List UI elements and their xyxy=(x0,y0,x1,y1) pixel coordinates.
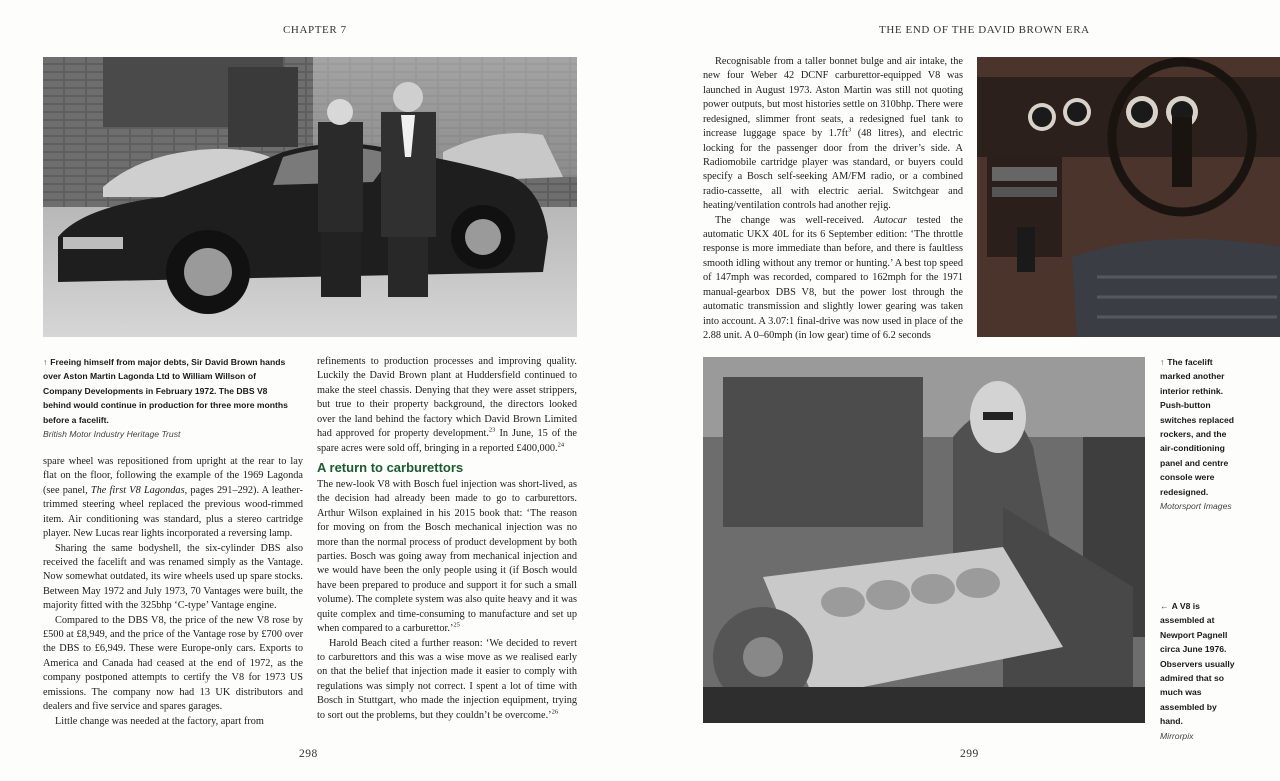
running-head-left: CHAPTER 7 xyxy=(283,24,347,36)
interior-photo xyxy=(977,57,1280,337)
photo-credit: Motorsport Images xyxy=(1160,501,1232,512)
running-head-right: THE END OF THE DAVID BROWN ERA xyxy=(879,24,1090,36)
caption-text: The facelift marked another interior rethink. Push-button switches replaced rockers, and the air-conditioning panel and centre console were redesigned. xyxy=(1160,357,1235,497)
page-number-right: 299 xyxy=(960,748,979,760)
section-heading: A return to carburettors xyxy=(317,459,464,475)
paragraph: Little change was needed at the factory, apart from xyxy=(55,715,264,727)
paragraph: spare wheel was repositioned from upright at the rear to lay flat on the floor, following the example of the 1969 Lagonda (see panel, The first V8 Lagondas, pages 291–292). A leather-trimmed steering wheel replaced the previous wood-rimmed item. Air conditioning was standard, plus a stereo cartridge player. New Lucas rear lights incorporated a reversing lamp. xyxy=(43,456,303,540)
handover-caption xyxy=(43,355,288,441)
paragraph: The new-look V8 with Bosch fuel injection was short-lived, as the decision had already been made to go to carburettors. Arthur Wilson explained in his 2015 book that: ‘The reason for moving on from the Bosch mechanical injection was no more than the normal process of product development by both parties. Bosch was going away from mechanical injection and we would have been the only people using it (if Bosch would have been prepared to produce and support it for such a small volume). The complete system was also quite heavy and it was quite complex and time-consuming to manufacture and set up when compared to a carburettor.’$^{25}$ xyxy=(317,478,577,635)
left-column-1 xyxy=(43,455,303,729)
caption-text: Freeing himself from major debts, Sir David Brown hands over Aston Martin Lagonda Ltd to William Willson of Company Developments in February 1972. The DBS V8 behind would continue in production for three more months before a facelift. xyxy=(43,357,288,425)
engine-assembly-photo xyxy=(703,357,1145,723)
up-arrow-icon: ↑ xyxy=(1160,357,1165,367)
page-number-left: 298 xyxy=(299,748,318,760)
left-column-2 xyxy=(317,355,577,723)
paragraph: Harold Beach cited a further reason: ‘We decided to revert to carburettors and this was a wise move as we realised early on that the belief that injection made it easier to comply with regulations was simply not correct. I spent a lot of time with Bosch in Stuttgart, who made the injection equipment, trying to sort out the problems, but they couldn’t be overcome.’$^{26}$ xyxy=(317,637,577,721)
paragraph: Recognisable from a taller bonnet bulge and air intake, the new four Weber 42 DCNF carburettor-equipped V8 was launched in August 1973. Aston Martin was still not quoting power outputs, but most histories settle on 310bhp. There were redesigned, slimmer front seats, a redesigned fuel tank to increase luggage space by $1.7ft^3$ (48 litres), and electric locking for the passenger door from the driver’s side. A Radiomobile cartridge player was standard, or buyers could specify a Bosch self-seeking AM/FM radio, or a combined radio-cassette, all with electric aerial. Switchgear and heating/ventilation controls had another rejig. xyxy=(703,56,963,212)
paragraph: refinements to production processes and improving quality. Luckily the David Brown plant at Huddersfield continued to make the steel chassis. Denying that they were asset strippers, but true to their property background, the directors looked over the land behind the factory which David Brown Limited had approved for property development.$^{23}$ In June, 15 of the spare acres were sold off, bringing in a reported £400,000.24 xyxy=(317,356,578,454)
up-arrow-icon: ↑ xyxy=(43,357,48,367)
paragraph: Sharing the same bodyshell, the six-cylinder DBS also received the facelift and was renamed simply as the Vantage. Now somewhat outdated, its wire wheels used up spare stocks. Between May 1972 and July 1973, 70 Vantages were built, the majority fitted with the 325bhp ‘C-type’ Vantage engine. xyxy=(43,542,303,612)
engine-caption xyxy=(1160,599,1242,743)
caption-text: A V8 is assembled at Newport Pagnell circa June 1976. Observers usually admired that so much was assembled by hand. xyxy=(1160,601,1235,727)
paragraph: The change was well-received. Autocar tested the automatic UKX 40L for its 6 September edition: ‘The throttle response is more immediate than before, and there is faultless smooth idling without any tremor or hunting.’ A best top speed of 147mph was recorded, compared to 162mph for the 1971 manual-gearbox DBS V8, but the power lost through the automatic transmission and slightly lower gearing was taken into account. A 3.07:1 final-drive was now used in place of the 2.88 unit. A 0–60mph (in low gear) time of 6.2 seconds xyxy=(703,214,963,342)
interior-caption xyxy=(1160,355,1242,513)
right-column-text xyxy=(703,55,963,343)
paragraph: Compared to the DBS V8, the price of the new V8 rose by £500 at £8,949, and the price of the Vantage rose by £700 over the DBS to £6,949. These were Europe-only cars. Exports to America and Canada had ceased at the end of 1972, as the company postponed attempts to certify the V8 for 1973 US emissions. The company now had 13 UK distributors and dealers and five service and spares garages. xyxy=(43,614,303,713)
handover-photo xyxy=(43,57,577,337)
photo-credit: British Motor Industry Heritage Trust xyxy=(43,429,181,440)
photo-credit: Mirrorpix xyxy=(1160,730,1194,741)
left-arrow-icon: ← xyxy=(1160,601,1169,611)
